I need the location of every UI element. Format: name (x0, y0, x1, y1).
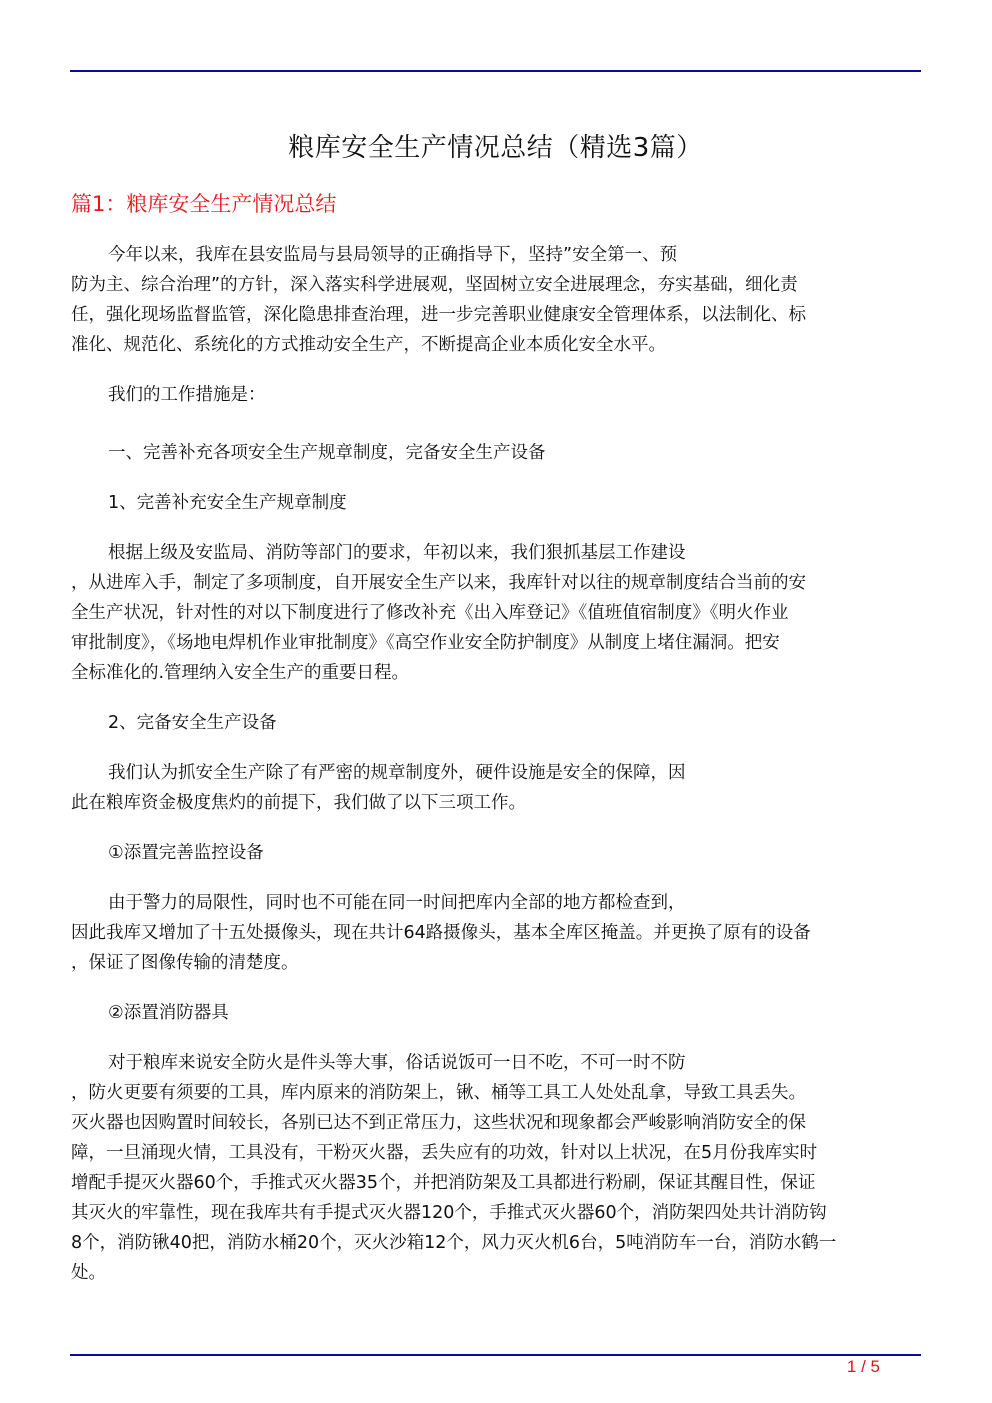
footer-rule (70, 1354, 921, 1356)
paragraph-measures-intro (71, 380, 913, 410)
text-line: 根据上级及安监局、消防等部门的要求，年初以来，我们狠抓基层工作建设 (108, 543, 686, 563)
document-title: 粮库安全生产情况总结（精选3篇） (288, 133, 703, 163)
text-line: 其灭火的牢靠性，现在我库共有手提式灭火器120个，手推式灭火器60个，消防架四处共计消防钩 (71, 1203, 827, 1223)
section-heading: 篇1：粮库安全生产情况总结 (71, 192, 337, 216)
text-line: 增配手提灭火器60个，手推式灭火器35个，并把消防架及工具都进行粉刷，保证其醒目性，保证 (71, 1173, 816, 1193)
paragraph-equipment (71, 758, 913, 818)
text-line: ②添置消防器具 (108, 1003, 229, 1023)
text-line: 处。 (71, 1263, 106, 1283)
subheading-2 (71, 708, 913, 738)
text-line: 今年以来，我库在县安监局与县局领导的正确指导下，坚持”安全第一、预 (108, 245, 678, 265)
text-line: 准化、规范化、系统化的方式推动安全生产，不断提高企业本质化安全水平。 (71, 335, 666, 355)
text-line: 灭火器也因购置时间较长，各别已达不到正常压力，这些状况和现象都会严峻影响消防安全的保 (71, 1113, 806, 1133)
subheading-1 (71, 488, 913, 518)
text-line: 我们的工作措施是： (108, 385, 266, 405)
subheading-one (71, 438, 913, 468)
subheading-monitoring (71, 838, 913, 868)
text-line: 2、完备安全生产设备 (108, 713, 277, 733)
text-line: 由于警力的局限性，同时也不可能在同一时间把库内全部的地方都检查到， (108, 893, 686, 913)
text-line: 任，强化现场监督监管，深化隐患排查治理，进一步完善职业健康安全管理体系，以法制化、标 (71, 305, 806, 325)
text-line: 1、完善补充安全生产规章制度 (108, 493, 347, 513)
text-line: 因此我库又增加了十五处摄像头，现在共计64路摄像头，基本全库区掩盖。并更换了原有的设备 (71, 923, 811, 943)
text-line: 8个，消防锹40把，消防水桶20个，灭火沙箱12个，风力灭火机6台，5吨消防车一台，消防水鹤一 (71, 1233, 837, 1253)
text-line: ，保证了图像传输的清楚度。 (71, 953, 299, 973)
page-number: 1 / 5 (846, 1357, 880, 1376)
text-line: 全标准化的.管理纳入安全生产的重要日程。 (71, 663, 410, 683)
text-line: 防为主、综合治理”的方针，深入落实科学进展观，坚固树立安全进展理念，夯实基础，细化责 (71, 275, 798, 295)
paragraph-fire-equipment (71, 1048, 913, 1288)
subheading-fire-equipment (71, 998, 913, 1028)
text-line: 我们认为抓安全生产除了有严密的规章制度外，硬件设施是安全的保障，因 (108, 763, 686, 783)
header-rule (70, 70, 921, 72)
text-line: 障，一旦涌现火情，工具没有，干粉灭火器，丢失应有的功效，针对以上状况，在5月份我库实时 (71, 1143, 818, 1163)
paragraph-regulations (71, 538, 913, 688)
document-body (71, 240, 913, 1288)
text-line: ，从进库入手，制定了多项制度，自开展安全生产以来，我库针对以往的规章制度结合当前的安 (71, 573, 806, 593)
text-line: ①添置完善监控设备 (108, 843, 264, 863)
text-line: 全生产状况，针对性的对以下制度进行了修改补充《出入库登记》《值班值宿制度》《明火作业 (71, 603, 789, 623)
text-line: 此在粮库资金极度焦灼的前提下，我们做了以下三项工作。 (71, 793, 526, 813)
paragraph-intro (71, 240, 913, 360)
text-line: 对于粮库来说安全防火是件头等大事，俗话说饭可一日不吃，不可一时不防 (108, 1053, 686, 1073)
paragraph-monitoring (71, 888, 913, 978)
text-line: 审批制度》，《场地电焊机作业审批制度》《高空作业安全防护制度》从制度上堵住漏洞。把安 (71, 633, 780, 653)
text-line: 一、完善补充各项安全生产规章制度，完备安全生产设备 (108, 443, 546, 463)
text-line: ，防火更要有须要的工具，库内原来的消防架上，锹、桶等工具工人处处乱拿，导致工具丢失。 (71, 1083, 806, 1103)
